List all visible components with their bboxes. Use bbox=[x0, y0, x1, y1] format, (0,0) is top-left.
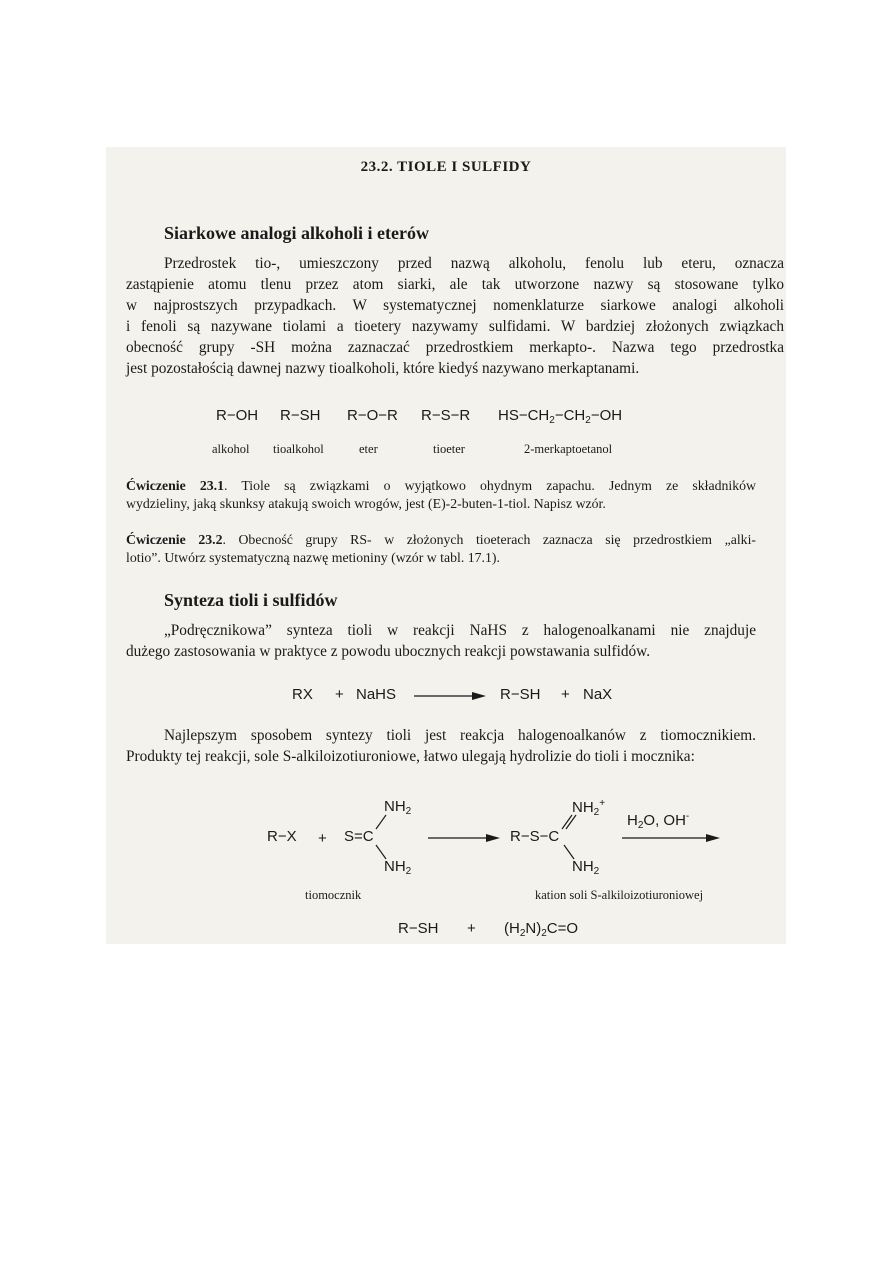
section-heading-analogs: Siarkowe analogi alkoholi i eterów bbox=[164, 223, 429, 243]
cation-nh2-top: $NH_2^+$ bbox=[572, 798, 606, 818]
reaction1-product: R−SH bbox=[500, 686, 541, 703]
caption-isothiouronium: kation soli S-alkiloizotiuroniowej bbox=[535, 888, 704, 902]
paragraph-line: i fenoli są nazywane tiolami a tioetery nazywamy sulfidami. W bardziej złożonych związkach bbox=[126, 318, 784, 335]
paragraph-line: Produkty tej reakcji, sole S-alkiloizotiuroniowe, łatwo ulegają hydrolizie do tioli i mocznika: bbox=[126, 748, 695, 765]
paragraph-line: jest pozostałością dawnej nazwy tioalkoholi, które kiedyś nazywano merkaptanami. bbox=[126, 360, 640, 377]
section-heading-synthesis: Synteza tioli i sulfidów bbox=[164, 590, 338, 610]
exercise-label: Ćwiczenie 23.1 bbox=[126, 478, 225, 493]
reaction-arrow-icon bbox=[622, 831, 720, 845]
paragraph-line: „Podręcznikowa” synteza tioli w reakcji NaHS z halogenoalkanami nie znajduje bbox=[164, 622, 756, 639]
paragraph-line: Najlepszym sposobem syntezy tioli jest reakcja halogenoalkanów z tiomocznikiem. bbox=[164, 727, 756, 744]
thiourea-nh2-bottom: $NH_2$ bbox=[384, 858, 412, 877]
bond-line bbox=[374, 814, 388, 830]
exercise-23-2 bbox=[126, 531, 756, 567]
product-urea: $(H_2N)_2C=O$ bbox=[504, 920, 579, 939]
formula-alcohol: R−OH bbox=[216, 407, 259, 424]
reaction1-plus: + bbox=[335, 686, 344, 703]
paragraph-line: zastąpienie atomu tlenu przez atom siarki, ale tak utworzone nazwy są stosowane tylko bbox=[126, 276, 784, 293]
paragraph-nomenclature bbox=[126, 253, 784, 379]
reaction-arrow-icon bbox=[414, 689, 486, 703]
exercise-line: Ćwiczenie 23.2. Obecność grupy RS- w złożonych tioeterach zaznacza się przedrostkiem „alki- bbox=[126, 532, 756, 547]
exercise-line: Ćwiczenie 23.1. Tiole są związkami o wyjątkowo ohydnym zapachu. Jednym ze składników bbox=[126, 478, 757, 493]
name-thioether: tioeter bbox=[433, 442, 465, 456]
paragraph-textbook-synthesis bbox=[126, 620, 756, 662]
paragraph-line: Przedrostek tio-, umieszczony przed nazwą alkoholu, fenolu lub eteru, oznacza bbox=[164, 255, 784, 272]
name-alcohol: alkohol bbox=[212, 442, 250, 456]
paragraph-line: w najprostszych przypadkach. W systematycznej nomenklaturze siarkowe analogi alkoholi bbox=[126, 297, 784, 314]
reaction1-reagent: NaHS bbox=[356, 686, 397, 703]
reaction1-plus2: + bbox=[561, 686, 570, 703]
hydrolysis-reagents: $H_2O$, OH- bbox=[627, 811, 690, 831]
exercise-label: Ćwiczenie 23.2 bbox=[126, 532, 223, 547]
scheme-plus: + bbox=[318, 830, 327, 847]
chapter-title: 23.2. TIOLE I SULFIDY bbox=[360, 159, 532, 175]
scheme-alkyl-halide: R−X bbox=[267, 828, 297, 845]
name-thiol: tioalkohol bbox=[273, 442, 324, 456]
product-thiol: R−SH bbox=[398, 920, 439, 937]
exercise-line: wydzieliny, jaką skunksy atakują swoich wrogów, jest (E)-2-buten-1-tiol. Napisz wzór. bbox=[126, 496, 606, 511]
formula-mercaptoethanol: $HS-CH_2-CH_2-OH$ bbox=[498, 407, 623, 426]
formula-thioether: R−S−R bbox=[421, 407, 471, 424]
caption-thiourea: tiomocznik bbox=[305, 888, 362, 902]
reaction1-reactant: RX bbox=[292, 686, 313, 703]
name-mercaptoethanol: 2-merkaptoetanol bbox=[524, 442, 613, 456]
exercise-line: lotio”. Utwórz systematyczną nazwę metioniny (wzór w tabl. 17.1). bbox=[126, 550, 500, 565]
thiourea-sc: S=C bbox=[344, 828, 374, 845]
reaction1-byproduct: NaX bbox=[583, 686, 613, 703]
cation-nh2-bottom: $NH_2$ bbox=[572, 858, 600, 877]
formula-ether: R−O−R bbox=[347, 407, 398, 424]
reaction-arrow-icon bbox=[428, 831, 500, 845]
double-bond-line bbox=[561, 814, 577, 830]
scanned-page bbox=[106, 147, 786, 944]
cation-rsc: R−S−C bbox=[510, 828, 560, 845]
paragraph-line: obecność grupy -SH można zaznaczać przedrostkiem merkapto-. Nazwa tego przedrostka bbox=[126, 339, 784, 356]
name-ether: eter bbox=[359, 442, 378, 456]
thiourea-nh2-top: $NH_2$ bbox=[384, 798, 412, 817]
paragraph-line: dużego zastosowania w praktyce z powodu ubocznych reakcji powstawania sulfidów. bbox=[126, 643, 651, 660]
paragraph-thiourea bbox=[126, 725, 756, 767]
formula-thiol: R−SH bbox=[280, 407, 321, 424]
product-plus: + bbox=[467, 920, 476, 937]
exercise-23-1 bbox=[126, 477, 756, 513]
